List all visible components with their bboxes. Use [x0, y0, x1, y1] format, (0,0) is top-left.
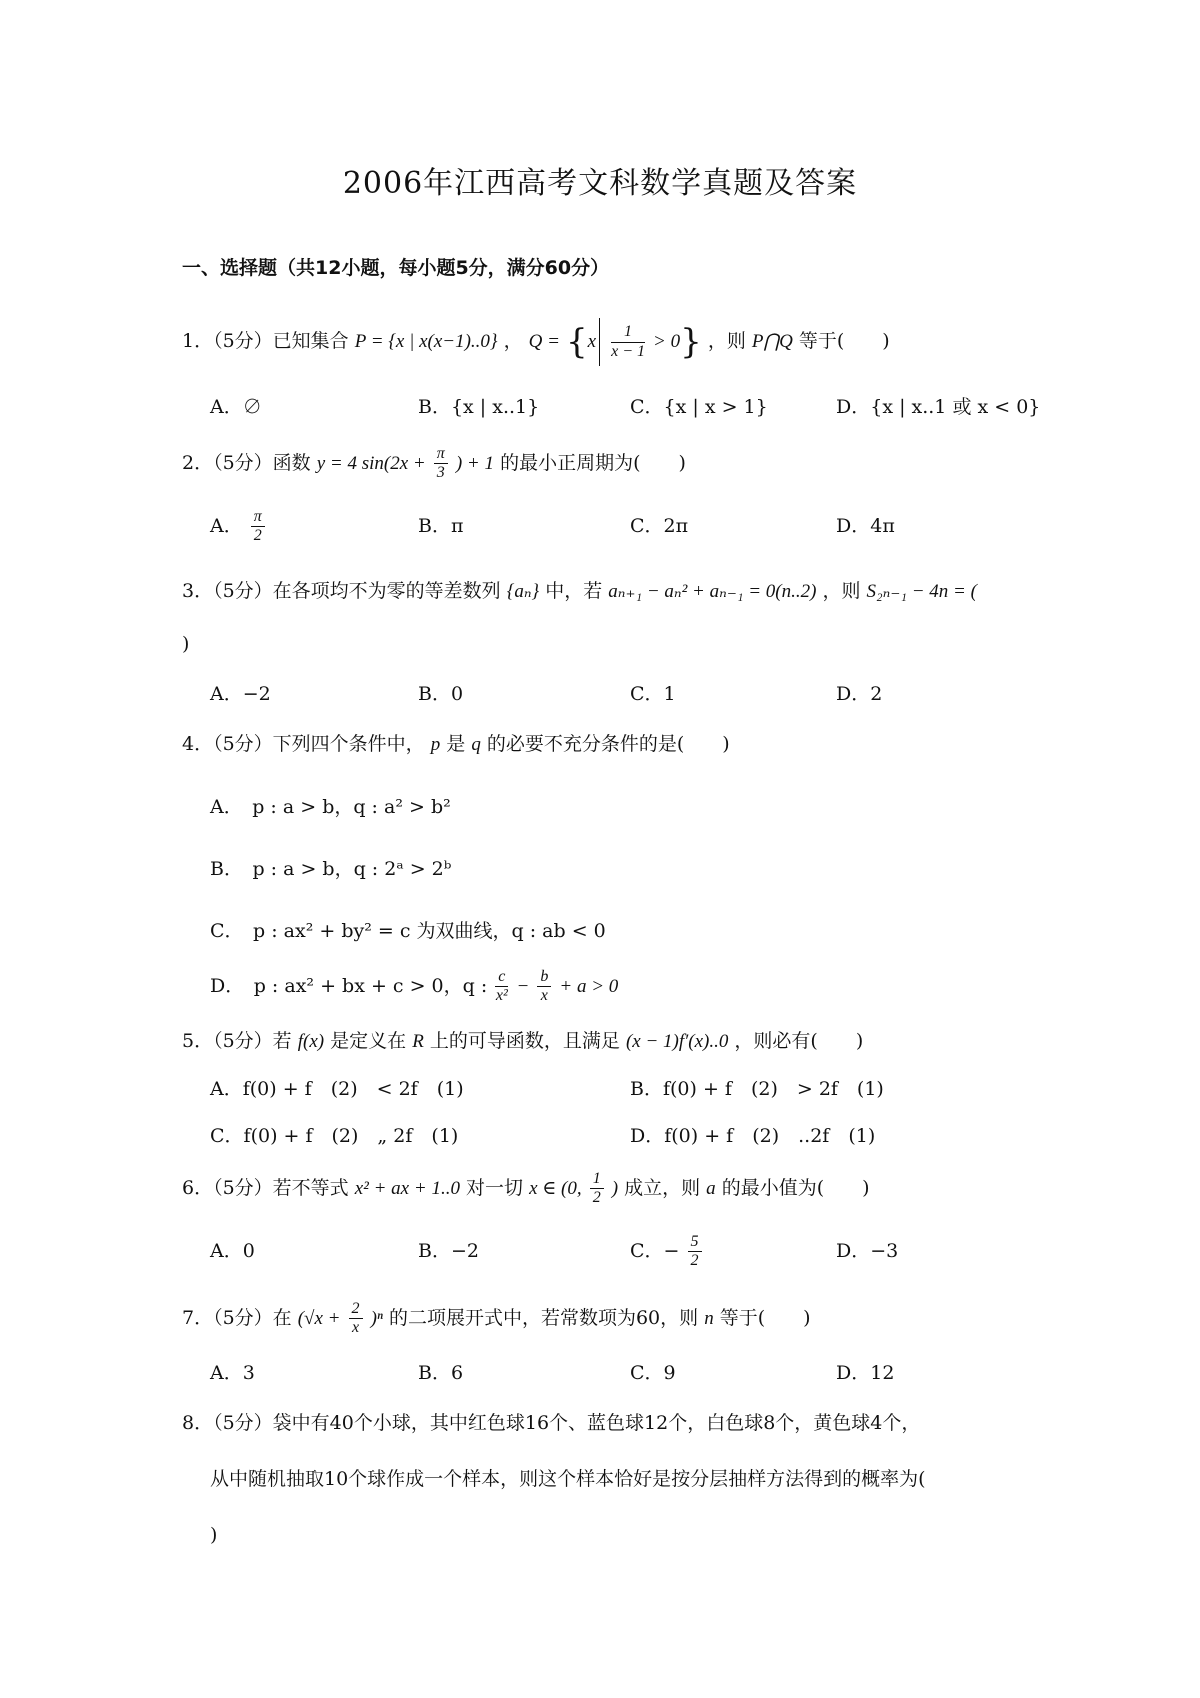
question-4-option-d: D． p : ax² + bx + c > 0，q : $\frac{c}{\text{x²}}$ − $\frac{b}{x}$ + a > 0 — [210, 968, 619, 1005]
question-2-option-b: B．π — [418, 515, 464, 537]
question-3-stem: 3．（5分）在各项均不为零的等差数列 {aₙ} 中，若 aₙ₊₁ − aₙ² + aₙ₋₁ = 0(n..2) ，则 S₂ₙ₋₁ − 4n = ( — [182, 580, 977, 602]
question-5-stem: 5．（5分）若 f(x) 是定义在 R 上的可导函数，且满足 (x − 1)f′(x)..0 ，则必有( ) — [182, 1030, 864, 1052]
question-2-option-a: A． $\frac{\pi}{2}$ — [210, 508, 267, 546]
fraction: $\frac{2}{x}$ — [349, 1300, 363, 1338]
question-6-stem: 6．（5分）若不等式 x² + ax + 1..0 对一切 x ∈ (0, $\frac{1}{2}$ ) 成立，则 a 的最小值为( ) — [182, 1170, 870, 1207]
question-6-option-d: D．−3 — [836, 1240, 899, 1262]
question-7-option-c: C．9 — [630, 1362, 676, 1384]
question-2-stem: 2．（5分）函数 y = 4 sin(2x + $\frac{\pi}{3}$ ) + 1 的最小正周期为( ) — [182, 445, 686, 482]
question-7-option-a: A．3 — [210, 1362, 255, 1384]
question-7-option-d: D．12 — [836, 1362, 895, 1384]
question-2-option-d: D．4π — [836, 515, 895, 537]
page-title: 2006年江西高考文科数学真题及答案 — [342, 166, 858, 201]
question-6-option-c: C．− $\frac{5}{2}$ — [630, 1233, 704, 1271]
question-1-option-d: D．{x | x..1 或 x < 0} — [836, 396, 1041, 418]
question-7-option-b: B．6 — [418, 1362, 464, 1384]
question-8-stem-line-1: 8．（5分）袋中有40个小球，其中红色球16个、蓝色球12个，白色球8个，黄色球4个， — [182, 1412, 921, 1434]
question-5-option-c: C．f(0) + f (2) „ 2f (1) — [210, 1125, 459, 1147]
question-4-option-c: C． p : ax² + by² = c 为双曲线，q : ab < 0 — [210, 920, 606, 942]
question-4-option-a: A． p : a > b，q : a² > b² — [210, 796, 451, 818]
question-6-option-b: B．−2 — [418, 1240, 479, 1262]
fraction: $\frac{1}{2}$ — [590, 1170, 604, 1208]
fraction: $\frac{1}{x - 1}$ — [611, 323, 645, 360]
question-4-stem: 4．（5分）下列四个条件中， p 是 q 的必要不充分条件的是( ) — [182, 733, 730, 755]
question-5-option-a: A．f(0) + f (2) < 2f (1) — [210, 1078, 464, 1100]
question-8-stem-line-2: 从中随机抽取10个球作成一个样本，则这个样本恰好是按分层抽样方法得到的概率为( — [210, 1468, 926, 1490]
question-1-option-a: A．∅ — [210, 396, 262, 418]
question-3-option-d: D．2 — [836, 683, 883, 705]
question-1-option-c: C．{x | x > 1} — [630, 396, 768, 418]
question-7-stem: 7．（5分）在 (√x + $\frac{2}{x}$ )ⁿ 的二项展开式中，若常数项为60，则 n 等于( ) — [182, 1300, 811, 1337]
question-3-option-b: B．0 — [418, 683, 464, 705]
question-1-stem: 1．（5分）已知集合 P = {x | x(x−1)..0} ， Q = {x $\frac{1}{x - 1}$ > 0} ，则 P⋂Q 等于( ) — [182, 318, 890, 366]
fraction: $\frac{\pi}{3}$ — [434, 445, 448, 483]
question-5-option-b: B．f(0) + f (2) > 2f (1) — [630, 1078, 884, 1100]
question-8-stem-line-3: ) — [210, 1524, 218, 1546]
question-2-option-c: C．2π — [630, 515, 689, 537]
question-3-option-a: A．−2 — [210, 683, 271, 705]
question-3-option-c: C．1 — [630, 683, 676, 705]
question-5-option-d: D．f(0) + f (2) ..2f (1) — [630, 1125, 876, 1147]
question-1-option-b: B．{x | x..1} — [418, 396, 540, 418]
question-4-option-b: B． p : a > b，q : 2ᵃ > 2ᵇ — [210, 858, 452, 880]
question-6-option-a: A．0 — [210, 1240, 255, 1262]
section-heading: 一、选择题（共12小题，每小题5分，满分60分） — [182, 257, 610, 279]
question-3-stem-end: ) — [182, 633, 190, 655]
